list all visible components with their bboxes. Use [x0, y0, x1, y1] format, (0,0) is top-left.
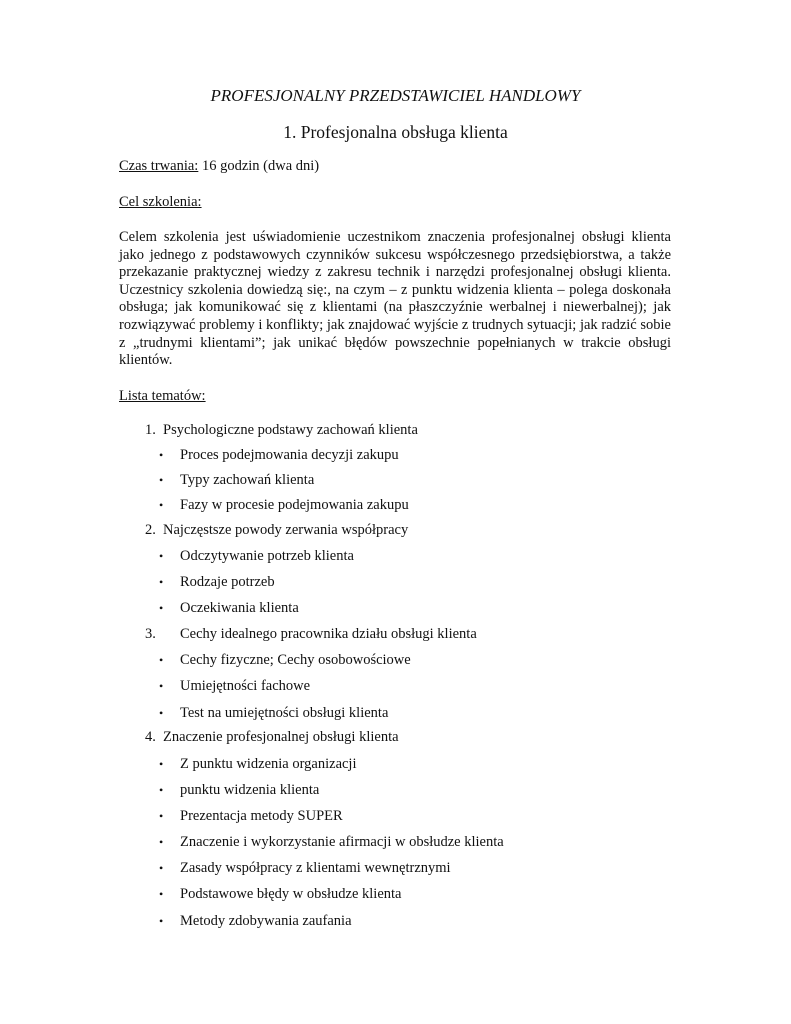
topic-item: Zasady współpracy z klientami wewnętrznymi — [180, 860, 451, 876]
bullet-icon: • — [159, 448, 164, 462]
topic-item: Znaczenie i wykorzystanie afirmacji w obsłudze klienta — [180, 834, 504, 850]
topic-item: Oczekiwania klienta — [180, 600, 299, 616]
topic-title: Psychologiczne podstawy zachowań klienta — [163, 422, 418, 438]
topic-item: Umiejętności fachowe — [180, 678, 311, 694]
topic-item: Podstawowe błędy w obsłudze klienta — [180, 886, 402, 902]
topic-title: Cechy idealnego pracownika działu obsługi klienta — [180, 626, 477, 642]
topic-item: punktu widzenia klienta — [180, 782, 320, 798]
topic-item: Prezentacja metody SUPER — [180, 808, 343, 824]
goal-label: Cel szkolenia: — [119, 194, 202, 210]
bullet-icon: • — [159, 653, 164, 667]
bullet-icon: • — [159, 679, 164, 693]
topics-label: Lista tematów: — [119, 388, 206, 404]
topic-item: Rodzaje potrzeb — [180, 574, 275, 590]
bullet-icon: • — [159, 575, 164, 589]
topic-title: Znaczenie profesjonalnej obsługi klienta — [163, 729, 399, 745]
bullet-icon: • — [159, 601, 164, 615]
bullet-icon: • — [159, 498, 164, 512]
topic-number: 2. — [145, 522, 156, 538]
bullet-icon: • — [159, 887, 164, 901]
document-title: PROFESJONALNY PRZEDSTAWICIEL HANDLOWY — [210, 86, 581, 105]
topic-title: Najczęstsze powody zerwania współpracy — [163, 522, 409, 538]
goal-paragraph: Celem szkolenia jest uświadomienie uczestnikom znaczenia profesjonalnej obsługi klienta jako jednego z podstawowych czynników sukcesu współczesnego przedsiębiorstwa, a także przekazanie praktycznej wiedzy z zakresu technik i narzędzi profesjonalnej obsługi klienta. Uczestnicy szkolenia dowiedzą się:, na czym – z punktu widzenia klienta – polega doskonała obsługa; jak komunikować się z klientami (na płaszczyźnie werbalnej i niewerbalnej); jak rozwiązywać problemy i konflikty; jak znajdować wyjście z trudnych sytuacji; jak radzić sobie z „trudnymi klientami”; jak unikać błędów powszechnie popełnianych w trakcie obsługi klientów. — [119, 229, 671, 369]
topic-item: Proces podejmowania decyzji zakupu — [180, 447, 399, 463]
topic-number: 1. — [145, 422, 156, 438]
topic-item: Typy zachowań klienta — [180, 472, 315, 488]
bullet-icon: • — [159, 809, 164, 823]
topic-item: Cechy fizyczne; Cechy osobowościowe — [180, 652, 411, 668]
topic-item: Metody zdobywania zaufania — [180, 913, 352, 929]
topic-number: 4. — [145, 729, 156, 745]
bullet-icon: • — [159, 914, 164, 928]
bullet-icon: • — [159, 835, 164, 849]
duration-value: 16 godzin (dwa dni) — [198, 158, 320, 174]
bullet-icon: • — [159, 706, 164, 720]
bullet-icon: • — [159, 549, 164, 563]
bullet-icon: • — [159, 473, 164, 487]
section-heading: 1. Profesjonalna obsługa klienta — [283, 122, 508, 142]
bullet-icon: • — [159, 783, 164, 797]
topic-item: Test na umiejętności obsługi klienta — [180, 705, 389, 721]
topic-item: Fazy w procesie podejmowania zakupu — [180, 497, 409, 513]
topic-item: Odczytywanie potrzeb klienta — [180, 548, 354, 564]
bullet-icon: • — [159, 757, 164, 771]
topic-number: 3. — [145, 626, 156, 642]
duration-line — [119, 157, 319, 175]
duration-label: Czas trwania: — [119, 158, 199, 174]
topic-item: Z punktu widzenia organizacji — [180, 756, 357, 772]
bullet-icon: • — [159, 861, 164, 875]
